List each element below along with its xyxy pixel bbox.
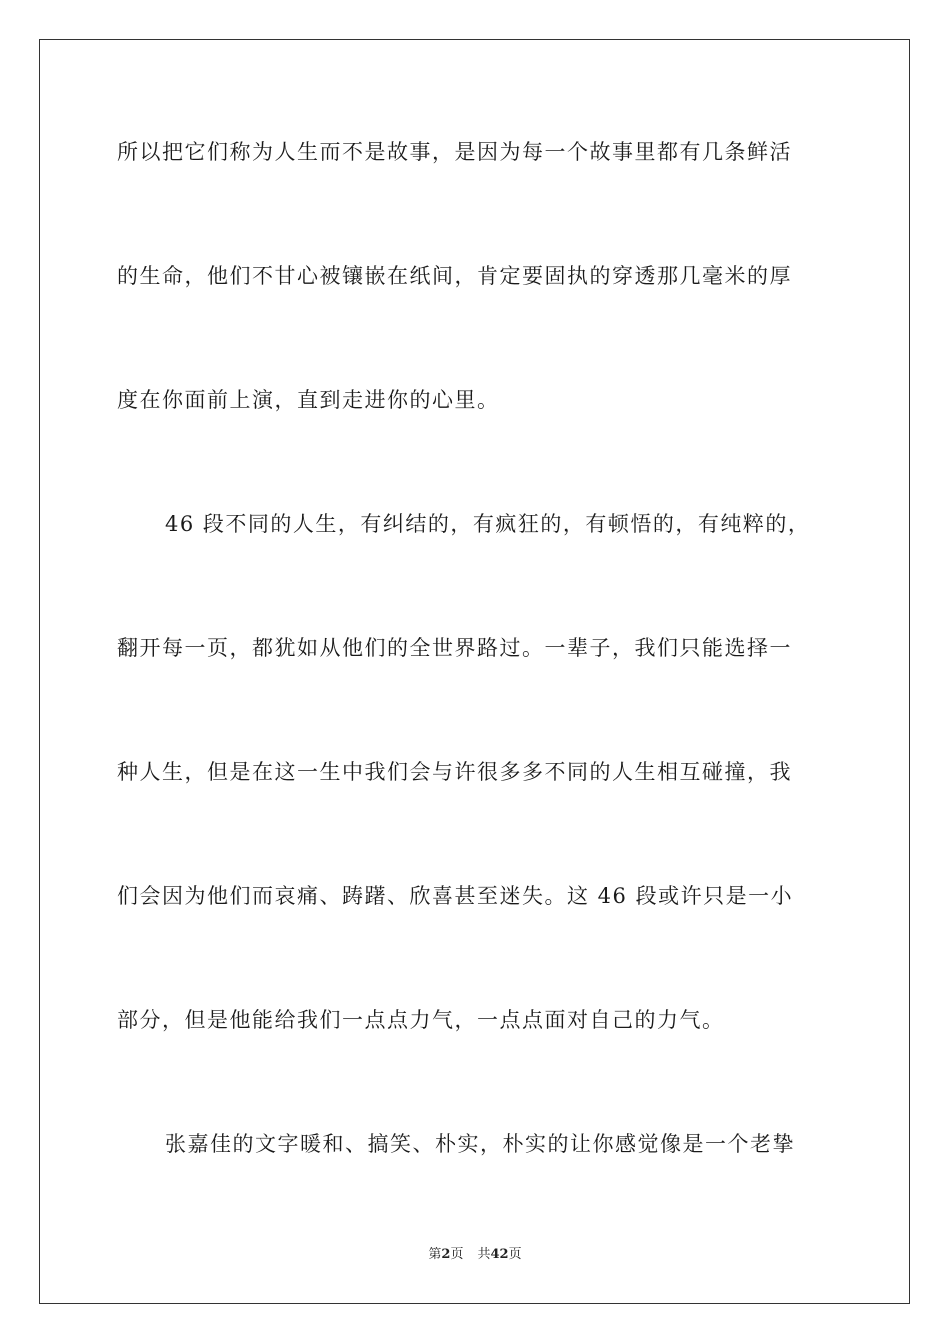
page-number: 2 bbox=[441, 1247, 451, 1262]
paragraph-line: 度在你面前上演，直到走进你的心里。 bbox=[117, 388, 500, 412]
total-suffix: 页 bbox=[508, 1247, 522, 1262]
paragraph-line: 种人生，但是在这一生中我们会与许很多多不同的人生相互碰撞，我 bbox=[117, 760, 792, 784]
page-footer bbox=[0, 1245, 950, 1265]
page-border bbox=[39, 39, 910, 1304]
paragraph-line: 张嘉佳的文字暖和、搞笑、朴实，朴实的让你感觉像是一个老挚 bbox=[165, 1132, 795, 1156]
paragraph-line: 的生命，他们不甘心被镶嵌在纸间，肯定要固执的穿透那几毫米的厚 bbox=[117, 264, 792, 288]
paragraph-line: 所以把它们称为人生而不是故事，是因为每一个故事里都有几条鲜活 bbox=[117, 140, 792, 164]
paragraph-line: 部分，但是他能给我们一点点力气，一点点面对自己的力气。 bbox=[117, 1008, 725, 1032]
page-prefix: 第 bbox=[428, 1247, 442, 1262]
total-prefix: 共 bbox=[477, 1247, 491, 1262]
total-pages: 42 bbox=[490, 1247, 509, 1262]
paragraph-line: 翻开每一页，都犹如从他们的全世界路过。一辈子，我们只能选择一 bbox=[117, 636, 792, 660]
paragraph-line: 46 段不同的人生，有纠结的，有疯狂的，有顿悟的，有纯粹的， bbox=[165, 512, 811, 536]
page-suffix: 页 bbox=[450, 1247, 464, 1262]
paragraph-line: 们会因为他们而哀痛、踌躇、欣喜甚至迷失。这 46 段或许只是一小 bbox=[117, 884, 794, 908]
